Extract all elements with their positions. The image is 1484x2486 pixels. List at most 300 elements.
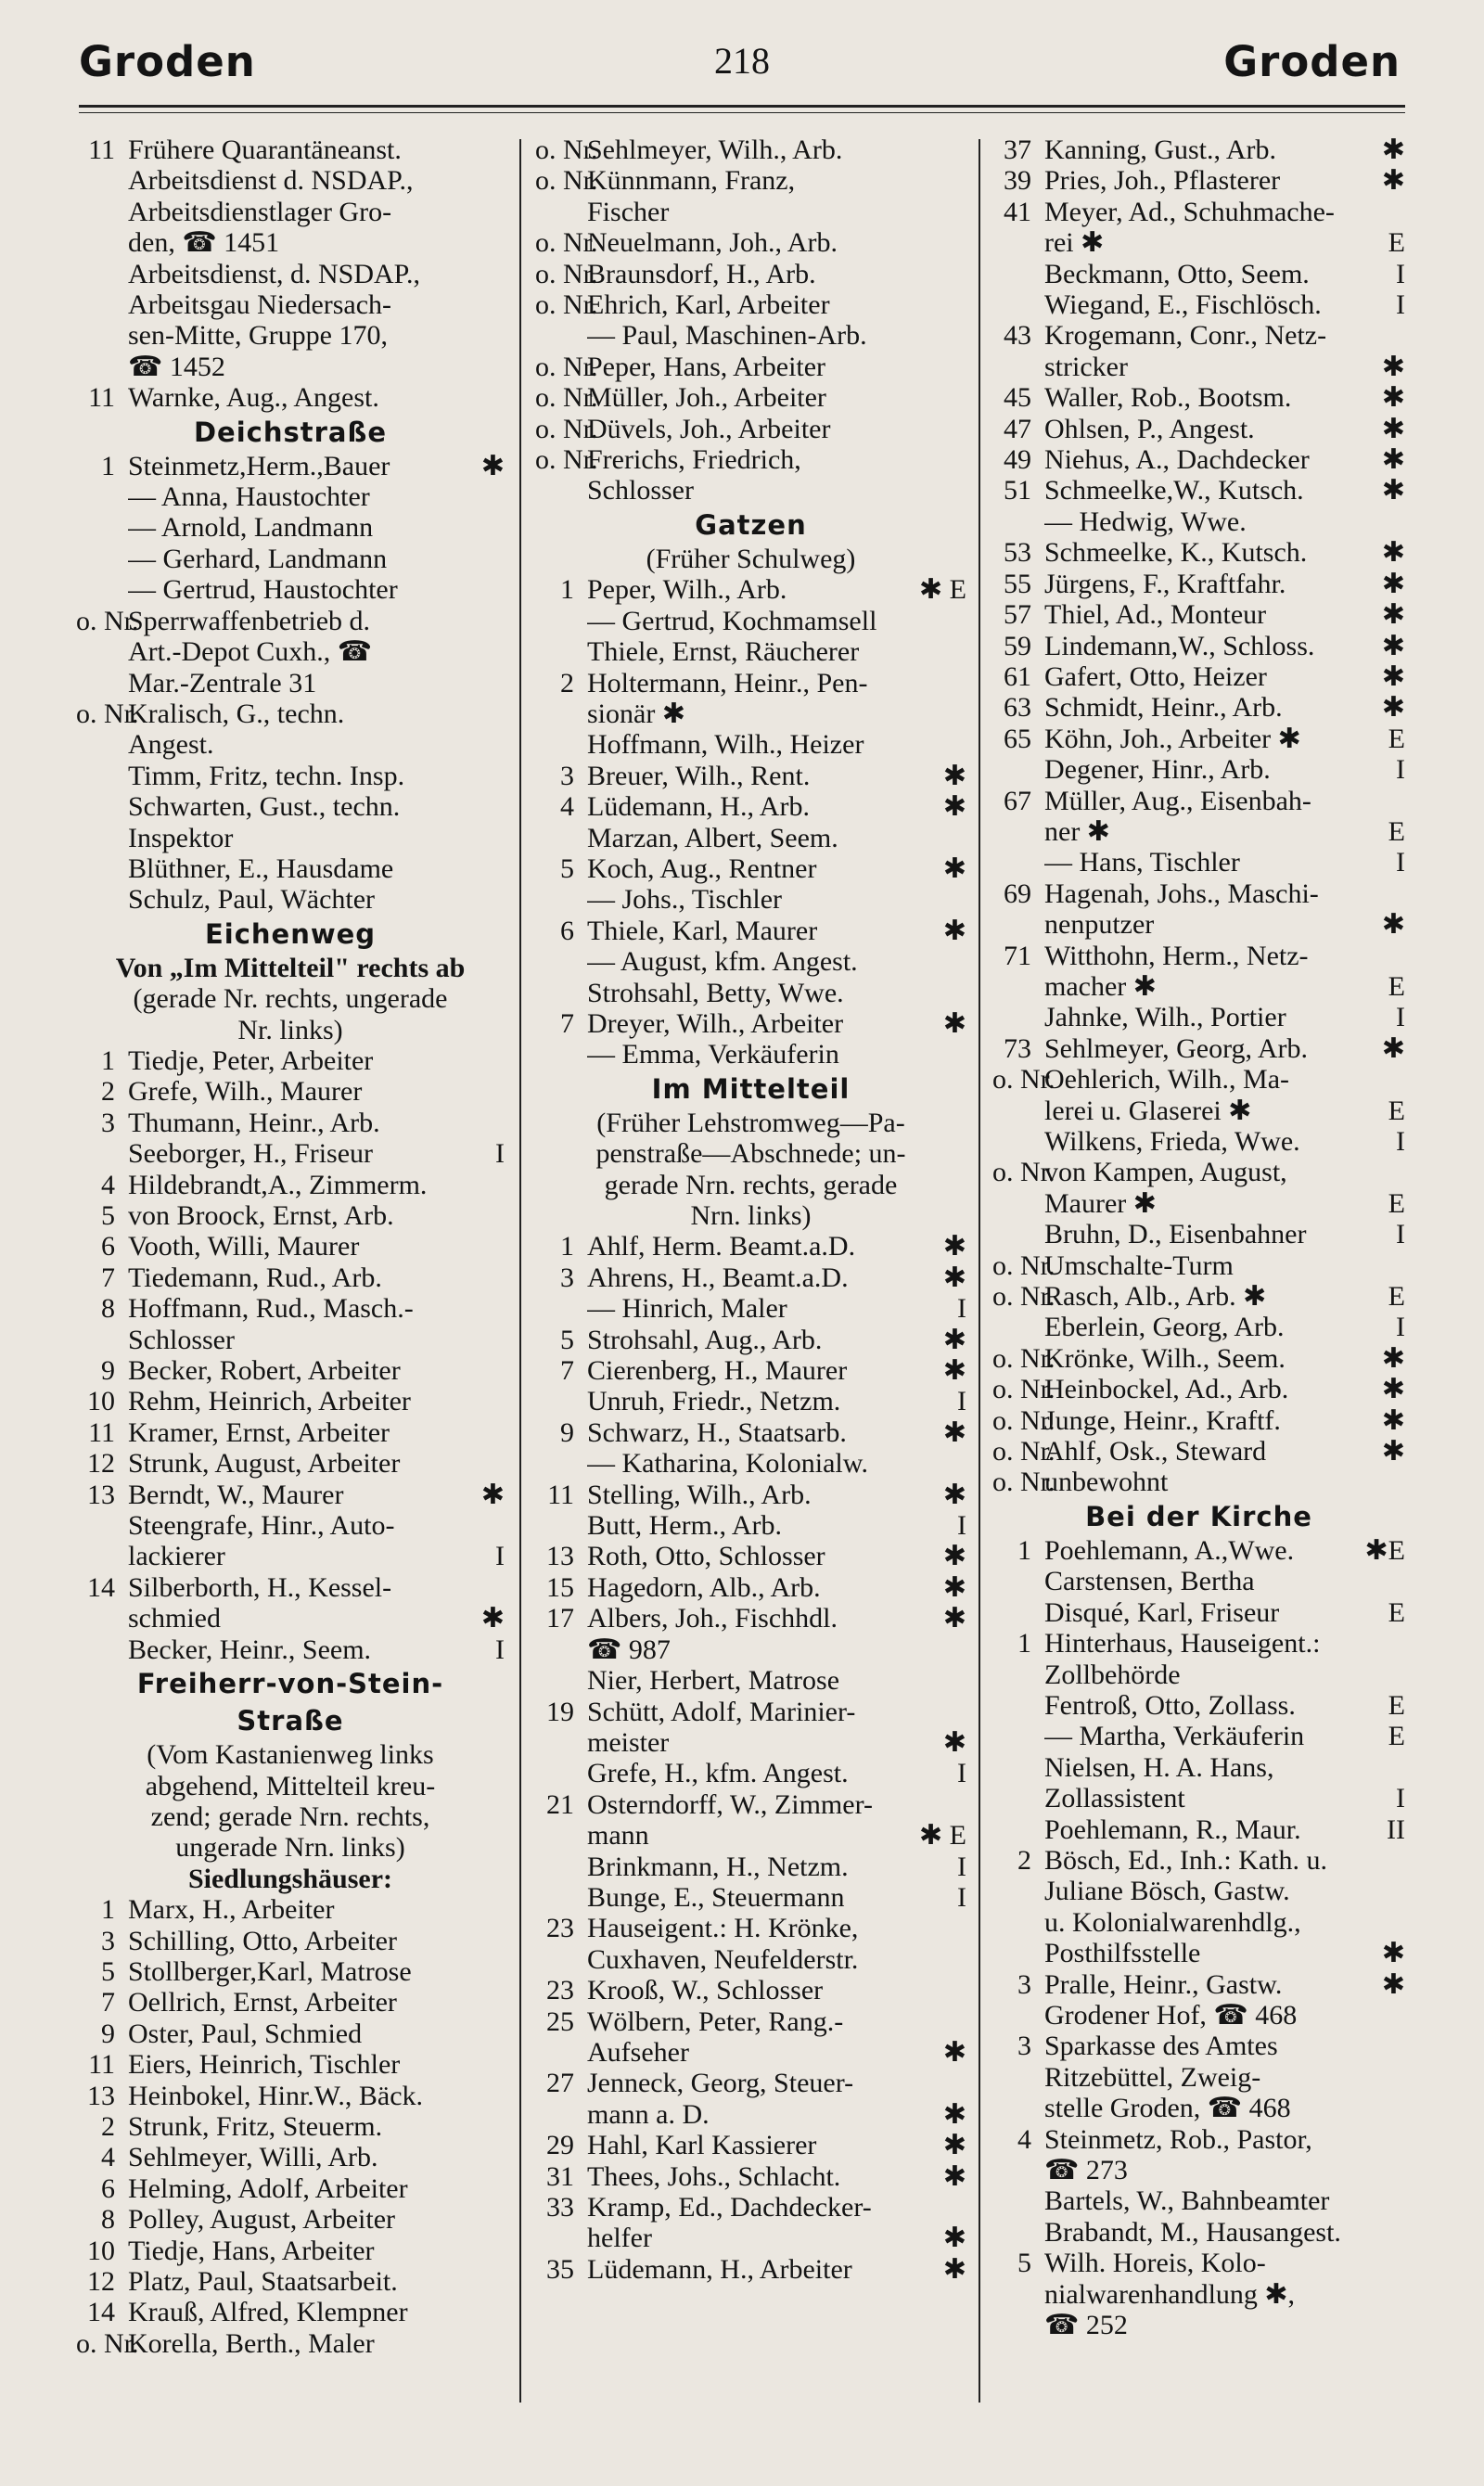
house-number: 11 <box>88 2049 115 2081</box>
directory-entry <box>992 941 1405 971</box>
resident-text: Künnmann, Franz, <box>587 165 796 197</box>
directory-entry <box>992 1002 1405 1032</box>
resident-text: Arbeitsdienstlager Gro- <box>128 196 392 227</box>
directory-entry <box>992 631 1405 661</box>
directory-entry <box>535 1697 966 1727</box>
resident-text: ☎ 252 <box>1044 2310 1128 2341</box>
entry-mark: I <box>1396 1219 1405 1250</box>
directory-entry <box>535 227 966 258</box>
house-number: 47 <box>1004 413 1031 444</box>
directory-entry <box>535 791 966 822</box>
directory-entry <box>535 2130 966 2160</box>
directory-entry <box>992 1845 1405 1876</box>
resident-text: Wölbern, Peter, Rang.- <box>587 2005 844 2037</box>
resident-text: Schulz, Paul, Wächter <box>128 884 376 916</box>
entry-mark: ✱ <box>942 2253 966 2285</box>
resident-text: Krauß, Alfred, Klempner <box>128 2297 408 2328</box>
resident-text: Ahrens, H., Beamt.a.D. <box>587 1262 849 1293</box>
directory-entry <box>76 636 505 667</box>
resident-text: Wiegand, E., Fischlösch. <box>1044 289 1322 321</box>
street-heading: Eichenweg <box>204 917 377 950</box>
house-number: 41 <box>1004 196 1031 227</box>
house-number: 19 <box>546 1696 574 1727</box>
house-number: 17 <box>546 1603 574 1634</box>
entry-mark: ✱ <box>942 2160 966 2192</box>
resident-text: Hoffmann, Rud., Masch.- <box>128 1293 414 1325</box>
directory-entry <box>535 1293 966 1324</box>
house-number: 14 <box>87 2297 115 2328</box>
entry-mark: ✱ <box>1381 1436 1405 1467</box>
house-number: 4 <box>101 2142 115 2173</box>
directory-entry <box>992 786 1405 816</box>
house-number: o. Nr. <box>535 444 598 476</box>
resident-text: rei ✱ <box>1044 227 1105 259</box>
resident-text: Warnke, Aug., Angest. <box>128 382 379 414</box>
entry-mark: E <box>1388 723 1405 754</box>
resident-text: Krogemann, Conr., Netz- <box>1044 320 1327 352</box>
directory-entry <box>76 574 505 605</box>
directory-entry <box>992 724 1405 754</box>
directory-entry <box>992 2093 1405 2123</box>
house-number: o. Nr. <box>992 1281 1055 1313</box>
resident-text: Schlosser <box>587 475 694 506</box>
resident-text: — Arnold, Landmann <box>128 512 374 544</box>
resident-text: Art.-Depot Cuxh., ☎ <box>128 636 373 668</box>
resident-text: Schwarten, Gust., techn. <box>128 791 401 823</box>
resident-text: — Katharina, Kolonialw. <box>587 1448 868 1480</box>
resident-text: Braunsdorf, H., Arb. <box>587 258 816 289</box>
resident-text: Korella, Berth., Maler <box>128 2327 375 2359</box>
street-note: gerade Nrn. rechts, gerade <box>604 1169 898 1200</box>
resident-text: Wilh. Horeis, Kolo- <box>1044 2248 1266 2279</box>
resident-text: Oster, Paul, Schmied <box>128 2018 363 2049</box>
resident-text: Lüdemann, H., Arb. <box>587 791 810 823</box>
house-number: 35 <box>546 2253 574 2285</box>
resident-text: Arbeitsdienst, d. NSDAP., <box>128 258 421 289</box>
directory-entry <box>535 2068 966 2098</box>
directory-entry <box>535 823 966 853</box>
directory-entry <box>76 1200 505 1231</box>
directory-entry <box>992 2124 1405 2155</box>
resident-text: Vooth, Willi, Maurer <box>128 1231 360 1262</box>
resident-text: Lindemann,W., Schloss. <box>1044 630 1315 661</box>
header-rule-thick <box>79 105 1405 108</box>
page-number: 218 <box>714 40 770 82</box>
directory-entry <box>76 289 505 320</box>
directory-entry <box>76 1603 505 1634</box>
entry-mark: ✱ <box>1381 1968 1405 2000</box>
house-number: 12 <box>87 2266 115 2297</box>
directory-column-2 <box>535 135 966 2416</box>
street-note: abgehend, Mittelteil kreu- <box>145 1770 436 1801</box>
resident-text: Ehrich, Karl, Arbeiter <box>587 289 830 321</box>
resident-text: Eiers, Heinrich, Tischler <box>128 2049 401 2081</box>
directory-entry <box>76 259 505 289</box>
directory-column-3 <box>992 135 1405 2416</box>
entry-mark: E <box>1388 815 1405 847</box>
entry-mark: E <box>1388 1721 1405 1752</box>
house-number: o. Nr. <box>992 1404 1055 1436</box>
directory-entry <box>992 847 1405 878</box>
entry-mark: ✱ <box>1381 1342 1405 1374</box>
resident-text: Inspektor <box>128 822 234 853</box>
resident-text: Fentroß, Otto, Zollass. <box>1044 1689 1296 1721</box>
entry-mark: I <box>957 1758 966 1789</box>
header-street-left: Groden <box>79 37 256 86</box>
resident-text: Hauseigent.: H. Krönke, <box>587 1913 859 1944</box>
directory-entry <box>76 668 505 698</box>
directory-entry <box>992 1343 1405 1374</box>
entry-mark: ✱ <box>1381 909 1405 941</box>
house-number: o. Nr. <box>992 1342 1055 1374</box>
house-number: o. Nr. <box>76 698 139 729</box>
house-number: 11 <box>88 135 115 165</box>
directory-entry <box>76 227 505 258</box>
directory-entry <box>992 1628 1405 1659</box>
entry-mark: ✱ <box>942 1541 966 1572</box>
resident-text: Jürgens, F., Kraftfahr. <box>1044 568 1286 599</box>
directory-entry <box>76 352 505 382</box>
resident-text: Peper, Hans, Arbeiter <box>587 351 826 382</box>
entry-mark: ✱ <box>942 1262 966 1293</box>
resident-text: Helming, Adolf, Arbeiter <box>128 2172 408 2204</box>
directory-entry <box>535 2006 966 2037</box>
house-number: o. Nr. <box>76 2327 139 2359</box>
directory-entry <box>76 1076 505 1107</box>
directory-entry <box>992 1814 1405 1845</box>
house-number: 67 <box>1004 785 1031 816</box>
entry-mark: E <box>1388 1689 1405 1721</box>
resident-text: Breuer, Wilh., Rent. <box>587 760 811 791</box>
resident-text: Kramp, Ed., Dachdecker- <box>587 2192 872 2223</box>
directory-entry <box>535 1480 966 1510</box>
resident-text: — Gertrud, Kochmamsell <box>587 605 877 636</box>
house-number: 27 <box>546 2068 574 2099</box>
directory-entry <box>992 2155 1405 2185</box>
directory-entry <box>992 1783 1405 1813</box>
house-number: o. Nr. <box>992 1467 1055 1498</box>
resident-text: Pries, Joh., Pflasterer <box>1044 165 1281 197</box>
entry-mark: ✱ <box>1381 1404 1405 1436</box>
directory-entry <box>992 444 1405 475</box>
entry-mark: I <box>1396 754 1405 786</box>
directory-entry <box>76 2236 505 2266</box>
directory-entry <box>535 1852 966 1882</box>
directory-entry <box>535 2099 966 2130</box>
entry-mark: ✱E <box>1364 1534 1405 1566</box>
directory-entry <box>992 909 1405 940</box>
directory-entry <box>535 2161 966 2192</box>
directory-entry <box>76 1293 505 1324</box>
resident-text: Hahl, Karl Kassierer <box>587 2130 817 2161</box>
resident-text: Lüdemann, H., Arbeiter <box>587 2253 852 2285</box>
directory-entry <box>76 606 505 636</box>
house-number: 25 <box>546 2005 574 2037</box>
entry-mark: I <box>957 1293 966 1325</box>
street-note: Nr. links) <box>237 1014 343 1045</box>
directory-entry <box>535 382 966 413</box>
resident-text: den, ☎ 1451 <box>128 227 280 259</box>
entry-mark: ✱ <box>942 791 966 823</box>
entry-mark: I <box>1396 289 1405 321</box>
resident-text: Becker, Robert, Arbeiter <box>128 1355 401 1387</box>
directory-entry <box>535 1572 966 1603</box>
resident-text: Fischer <box>587 196 670 227</box>
house-number: 55 <box>1004 568 1031 599</box>
house-number: 9 <box>560 1416 574 1448</box>
resident-text: Ahlf, Herm. Beamt.a.D. <box>587 1231 856 1262</box>
directory-entry <box>535 1325 966 1355</box>
directory-entry <box>535 761 966 791</box>
house-number: 63 <box>1004 692 1031 724</box>
resident-text: — Hans, Tischler <box>1044 847 1240 878</box>
house-number: 14 <box>87 1571 115 1603</box>
resident-text: Thees, Johs., Schlacht. <box>587 2160 841 2192</box>
resident-text: Bartels, W., Bahnbeamter <box>1044 2185 1330 2217</box>
house-number: 5 <box>101 1955 115 1987</box>
entry-mark: ✱ <box>942 760 966 791</box>
directory-entry <box>76 698 505 729</box>
directory-entry <box>992 197 1405 227</box>
entry-mark: ✱ <box>1381 444 1405 476</box>
house-number: 51 <box>1004 475 1031 506</box>
house-number: 5 <box>101 1200 115 1231</box>
directory-entry <box>76 320 505 351</box>
house-number: o. Nr. <box>535 289 598 321</box>
house-number: 69 <box>1004 878 1031 909</box>
directory-entry <box>535 1008 966 1039</box>
street-heading: Bei der Kirche <box>1085 1500 1312 1532</box>
directory-entry <box>992 227 1405 258</box>
directory-entry <box>992 1938 1405 1968</box>
entry-mark: E <box>1388 1187 1405 1219</box>
resident-text: — Emma, Verkäuferin <box>587 1039 839 1070</box>
resident-text: Bruhn, D., Eisenbahner <box>1044 1219 1307 1250</box>
directory-entry <box>992 289 1405 320</box>
resident-text: sen-Mitte, Gruppe 170, <box>128 320 388 352</box>
directory-entry <box>992 1405 1405 1436</box>
resident-text: Hagenah, Johs., Maschi- <box>1044 878 1319 909</box>
resident-text: Platz, Paul, Staatsarbeit. <box>128 2266 398 2297</box>
directory-entry <box>992 320 1405 351</box>
resident-text: Schmeelke,W., Kutsch. <box>1044 475 1304 506</box>
resident-text: Grefe, Wilh., Maurer <box>128 1076 363 1108</box>
resident-text: Dreyer, Wilh., Arbeiter <box>587 1007 844 1039</box>
resident-text: Butt, Herm., Arb. <box>587 1510 782 1542</box>
directory-entry <box>992 2000 1405 2031</box>
directory-entry <box>992 382 1405 413</box>
directory-entry <box>992 1188 1405 1219</box>
directory-entry <box>992 816 1405 847</box>
directory-entry <box>535 1944 966 1975</box>
resident-text: macher ✱ <box>1044 970 1157 1002</box>
resident-text: Maurer ✱ <box>1044 1187 1157 1219</box>
resident-text: Kanning, Gust., Arb. <box>1044 135 1276 165</box>
street-note: Nrn. links) <box>690 1200 812 1231</box>
resident-text: Nielsen, H. A. Hans, <box>1044 1751 1274 1783</box>
directory-entry <box>535 1820 966 1851</box>
directory-entry <box>992 1752 1405 1783</box>
resident-text: Posthilfsstelle <box>1044 1938 1201 1969</box>
directory-entry <box>76 1894 505 1925</box>
directory-entry <box>76 1355 505 1386</box>
resident-text: Krönke, Wilh., Seem. <box>1044 1342 1286 1374</box>
directory-entry <box>76 2173 505 2204</box>
house-number: 65 <box>1004 723 1031 754</box>
resident-text: — Gerhard, Landmann <box>128 543 388 574</box>
resident-text: Gafert, Otto, Heizer <box>1044 660 1267 692</box>
entry-mark: ✱ <box>942 2223 966 2254</box>
resident-text: Timm, Fritz, techn. Insp. <box>128 760 405 791</box>
house-number: 15 <box>546 1571 574 1603</box>
entry-mark: ✱ <box>942 1416 966 1448</box>
directory-entry <box>535 668 966 698</box>
resident-text: — Gertrud, Haustochter <box>128 574 398 606</box>
house-number: 7 <box>101 1262 115 1293</box>
directory-entry <box>992 1436 1405 1467</box>
house-number: o. Nr. <box>992 1064 1055 1096</box>
house-number: o. Nr. <box>535 258 598 289</box>
house-number: 45 <box>1004 382 1031 414</box>
directory-entry <box>535 1789 966 1820</box>
resident-text: Osterndorff, W., Zimmer- <box>587 1788 873 1820</box>
resident-text: Strunk, August, Arbeiter <box>128 1448 401 1480</box>
directory-entry <box>535 2254 966 2285</box>
street-note: (gerade Nr. rechts, ungerade <box>133 983 448 1015</box>
directory-entry <box>535 1231 966 1262</box>
resident-text: Arbeitsgau Niedersach- <box>128 289 392 321</box>
resident-text: Poehlemann, A.,Wwe. <box>1044 1534 1295 1566</box>
directory-entry <box>535 1634 966 1665</box>
house-number: 49 <box>1004 444 1031 476</box>
entry-mark: II <box>1387 1813 1405 1845</box>
entry-mark: ✱ <box>942 1231 966 1262</box>
directory-entry <box>992 259 1405 289</box>
entry-mark: ✱ <box>1381 382 1405 414</box>
entry-mark: I <box>957 1510 966 1542</box>
house-number: 11 <box>88 382 115 414</box>
directory-entry <box>76 1170 505 1200</box>
resident-text: Stelling, Wilh., Arb. <box>587 1479 812 1510</box>
resident-text: Schmeelke, K., Kutsch. <box>1044 537 1308 569</box>
entry-mark: ✱ <box>1381 599 1405 631</box>
resident-text: Heinbokel, Hinr.W., Bäck. <box>128 2080 424 2111</box>
directory-entry <box>76 1510 505 1541</box>
house-number: 37 <box>1004 135 1031 165</box>
resident-text: Köhn, Joh., Arbeiter ✱ <box>1044 723 1301 754</box>
resident-text: Thiel, Ad., Monteur <box>1044 599 1267 631</box>
directory-entry <box>535 1913 966 1943</box>
directory-entry <box>992 1535 1405 1566</box>
entry-mark: ✱ <box>1381 568 1405 599</box>
house-number: 53 <box>1004 537 1031 569</box>
directory-entry <box>535 1417 966 1448</box>
resident-text: Jenneck, Georg, Steuer- <box>587 2068 854 2099</box>
resident-text: Albers, Joh., Fischhdl. <box>587 1603 838 1634</box>
house-number: 61 <box>1004 660 1031 692</box>
entry-mark: ✱ <box>1381 413 1405 444</box>
resident-text: Waller, Rob., Bootsm. <box>1044 382 1292 414</box>
entry-mark: ✱ <box>942 2036 966 2068</box>
house-number: 2 <box>101 1076 115 1108</box>
entry-mark: I <box>957 1386 966 1417</box>
directory-entry <box>76 1045 505 1076</box>
resident-text: Müller, Aug., Eisenbah- <box>1044 785 1311 816</box>
resident-text: Meyer, Ad., Schuhmache- <box>1044 196 1335 227</box>
directory-entry <box>992 2062 1405 2093</box>
directory-entry <box>535 698 966 729</box>
resident-text: Zollassistent <box>1044 1783 1185 1814</box>
resident-text: u. Kolonialwarenhdlg., <box>1044 1906 1301 1938</box>
directory-entry <box>76 1417 505 1448</box>
header-street-right: Groden <box>1223 37 1401 86</box>
entry-mark: I <box>1396 1126 1405 1157</box>
house-number: 2 <box>560 667 574 698</box>
resident-text: Rasch, Alb., Arb. ✱ <box>1044 1281 1267 1313</box>
resident-text: Peper, Wilh., Arb. <box>587 574 787 606</box>
directory-entry <box>992 1096 1405 1126</box>
resident-text: meister <box>587 1726 670 1758</box>
directory-entry <box>992 692 1405 723</box>
directory-entry <box>76 1541 505 1571</box>
entry-mark: ✱ <box>942 2098 966 2130</box>
directory-entry <box>992 2217 1405 2248</box>
resident-text: Disqué, Karl, Friseur <box>1044 1596 1280 1628</box>
resident-text: Sehlmeyer, Wilh., Arb. <box>587 135 843 165</box>
directory-entry <box>992 754 1405 785</box>
resident-text: stricker <box>1044 351 1128 382</box>
directory-entry <box>535 1510 966 1541</box>
directory-entry <box>535 978 966 1008</box>
resident-text: Schwarz, H., Staatsarb. <box>587 1416 847 1448</box>
resident-text: Thumann, Heinr., Arb. <box>128 1107 380 1138</box>
resident-text: Kralisch, G., techn. <box>128 698 345 729</box>
house-number: o. Nr. <box>992 1249 1055 1281</box>
house-number: 8 <box>101 2204 115 2236</box>
directory-entry <box>535 853 966 884</box>
house-number: 7 <box>560 1355 574 1387</box>
entry-mark: ✱ <box>942 1479 966 1510</box>
house-number: 71 <box>1004 940 1031 971</box>
house-number: 13 <box>87 2080 115 2111</box>
directory-entry <box>76 1262 505 1293</box>
resident-text: Koch, Aug., Rentner <box>587 852 817 884</box>
resident-text: schmied <box>128 1603 221 1634</box>
resident-text: Neuelmann, Joh., Arb. <box>587 227 838 259</box>
directory-entry <box>76 1480 505 1510</box>
directory-entry <box>992 2031 1405 2061</box>
resident-text: Strohsahl, Aug., Arb. <box>587 1324 823 1355</box>
page-header <box>0 37 1484 93</box>
directory-entry <box>76 2142 505 2172</box>
house-number: 5 <box>560 1324 574 1355</box>
entry-mark: E <box>1388 1596 1405 1628</box>
directory-entry <box>76 884 505 915</box>
house-number: 73 <box>1004 1032 1031 1064</box>
house-number: 1 <box>101 450 115 481</box>
directory-entry <box>76 853 505 884</box>
street-heading: Deichstraße <box>193 416 388 448</box>
directory-entry <box>992 1467 1405 1497</box>
house-number: 2 <box>101 2110 115 2142</box>
directory-entry <box>992 1721 1405 1751</box>
house-number: 3 <box>560 1262 574 1293</box>
directory-entry <box>76 1926 505 1956</box>
directory-entry <box>992 1157 1405 1187</box>
resident-text: Aufseher <box>587 2036 689 2068</box>
house-number: o. Nr. <box>992 1436 1055 1467</box>
resident-text: Cierenberg, H., Maurer <box>587 1355 848 1387</box>
